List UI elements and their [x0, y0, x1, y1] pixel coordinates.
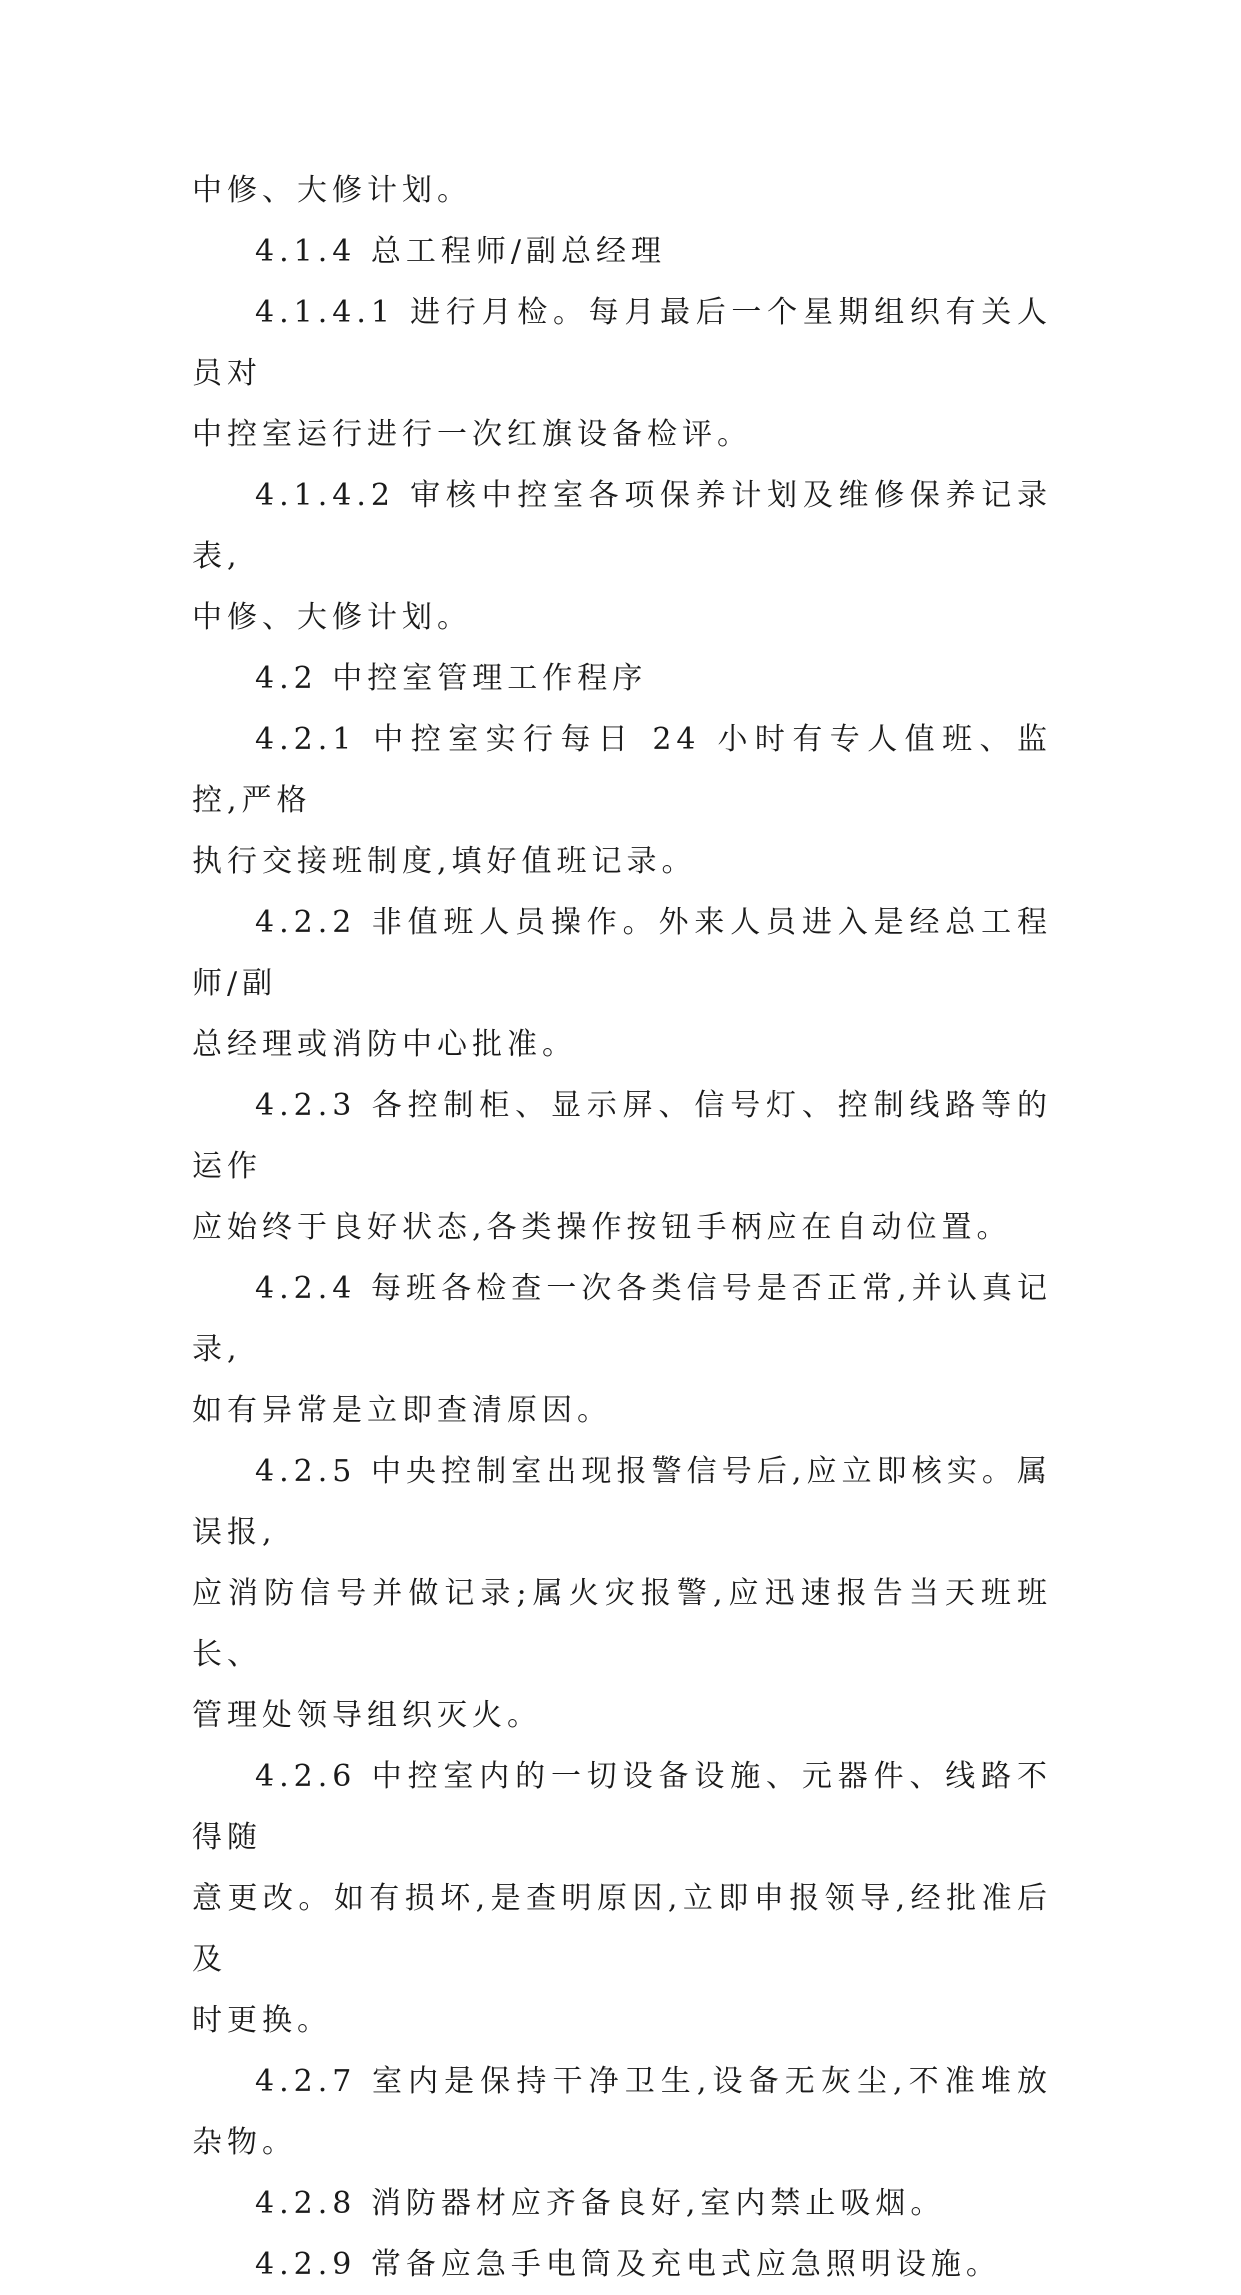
- paragraph: 4.2.3 各控制柜、显示屏、信号灯、控制线路等的运作 应始终于良好状态,各类操作按钮手柄应在自动位置。: [192, 1088, 1052, 1245]
- document-body: [192, 160, 1052, 2295]
- paragraph: 4.2.7 室内是保持干净卫生,设备无灰尘,不准堆放杂物。: [192, 2064, 1052, 2160]
- paragraph: 4.2.4 每班各检查一次各类信号是否正常,并认真记录, 如有异常是立即查清原因。: [192, 1271, 1052, 1428]
- paragraph: 4.1.4.1 进行月检。每月最后一个星期组织有关人员对 中控室运行进行一次红旗设备检评。: [192, 295, 1052, 452]
- paragraph: 4.2.8 消防器材应齐备良好,室内禁止吸烟。: [255, 2186, 946, 2221]
- section-heading: 4.2 中控室管理工作程序: [255, 661, 648, 696]
- paragraph: 4.1.4.2 审核中控室各项保养计划及维修保养记录表, 中修、大修计划。: [192, 478, 1052, 635]
- paragraph: 4.2.2 非值班人员操作。外来人员进入是经总工程师/副 总经理或消防中心批准。: [192, 905, 1052, 1062]
- paragraph: 4.2.9 常备应急手电筒及充电式应急照明设施。: [255, 2247, 1001, 2282]
- paragraph: 4.2.5 中央控制室出现报警信号后,应立即核实。属误报, 应消防信号并做记录;属火灾报警,应迅速报告当天班班长、 管理处领导组织灭火。: [192, 1454, 1052, 1733]
- paragraph: 4.2.1 中控室实行每日 24 小时有专人值班、监控,严格 执行交接班制度,填好值班记录。: [192, 722, 1052, 879]
- section-heading: 4.1.4 总工程师/副总经理: [255, 234, 666, 269]
- paragraph: 4.2.6 中控室内的一切设备设施、元器件、线路不得随 意更改。如有损坏,是查明原因,立即申报领导,经批准后及 时更换。: [192, 1759, 1052, 2038]
- paragraph: 中修、大修计划。: [192, 173, 472, 208]
